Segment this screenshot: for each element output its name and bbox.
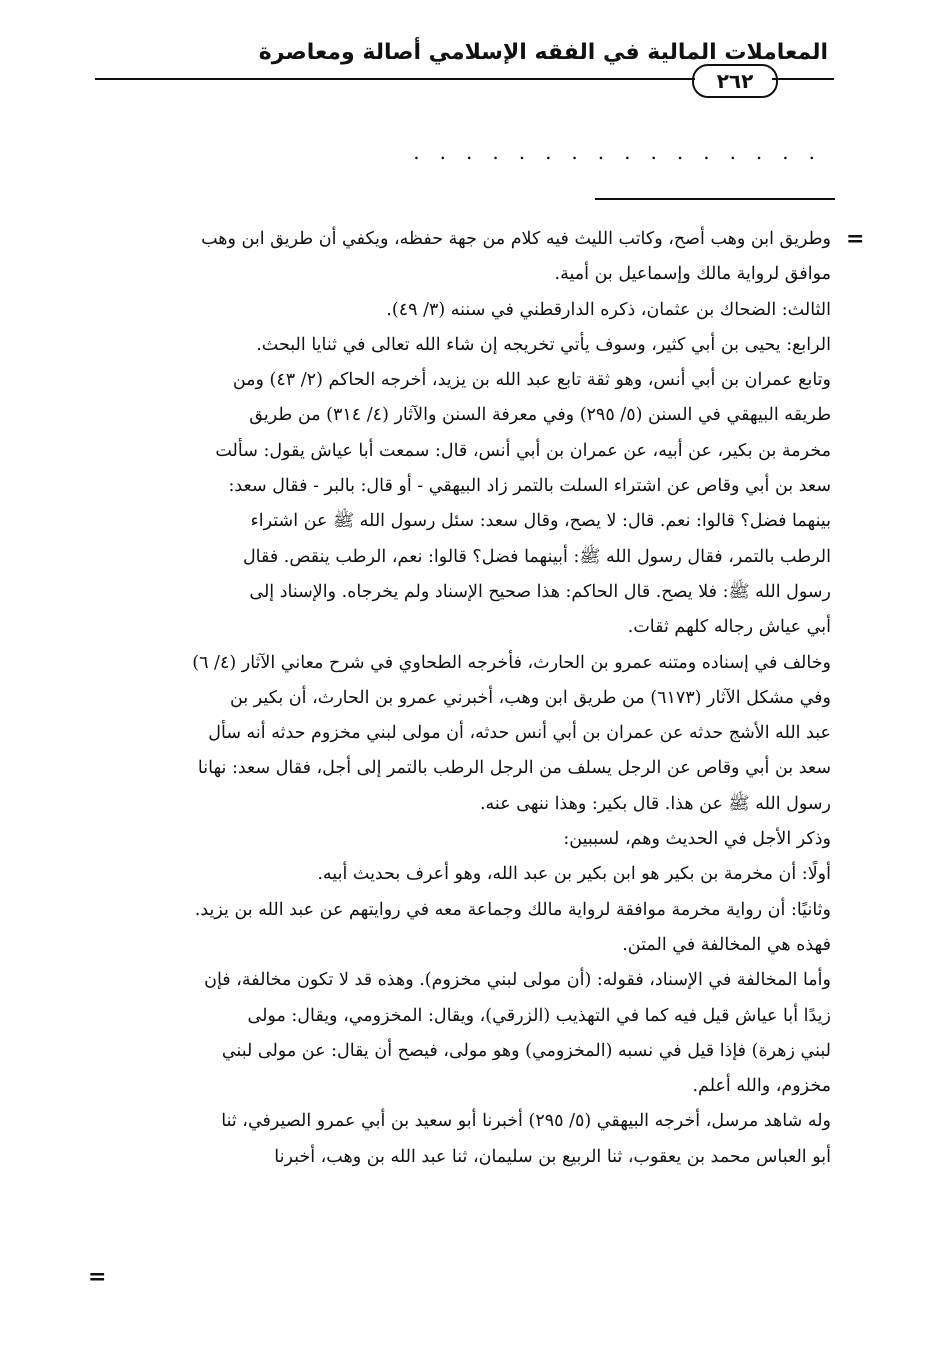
text-line: سعد بن أبي وقاص عن الرجل يسلف من الرجل الرطب بالتمر إلى أجل، فقال سعد: نهانا [197, 758, 831, 779]
text-line: وله شاهد مرسل، أخرجه البيهقي (٥/ ٢٩٥) أخبرنا أبو سعيد بن أبي عمرو الصيرفي، ثنا [221, 1111, 831, 1132]
text-line: وتابع عمران بن أبي أنس، وهو ثقة تابع عبد الله بن يزيد، أخرجه الحاكم (٢/ ٤٣) ومن [232, 370, 831, 391]
text-line: لبني زهرة) فإذا قيل في نسبه (المخزومي) وهو مولى، فيصح أن يقال: عن مولى لبني [221, 1040, 831, 1061]
header-rule [95, 78, 695, 80]
text-line: مخرمة بن بكير، عن أبيه، عن عمران بن أبي أنس، قال: سمعت أبا عياش يقول: سألت [215, 440, 831, 461]
text-line: بينهما فضل؟ قالوا: نعم. قال: لا يصح، وقال سعد: سئل رسول الله ﷺ عن اشتراء [250, 511, 831, 532]
text-line: الرابع: يحيى بن أبي كثير، وسوف يأتي تخريجه إن شاء الله تعالى في ثنايا البحث. [256, 334, 831, 355]
text-line: عبد الله الأشج حدثه عن عمران بن أبي أنس حدثه، أن مولى لبني مخزوم حدثه أنه سأل [208, 723, 831, 744]
page-number: ٢٦٢ [692, 64, 778, 98]
dotted-separator: ................ [413, 140, 835, 164]
text-line: رسول الله ﷺ: فلا يصح. قال الحاكم: هذا صحيح الإسناد ولم يخرجاه. والإسناد إلى [249, 581, 831, 602]
header-rule-end [772, 78, 834, 80]
continuation-mark-top: = [846, 226, 865, 252]
footnote-body [95, 222, 831, 1175]
text-line: وفي مشكل الآثار (٦١٧٣) من طريق ابن وهب، أخبرني عمرو بن الحارث، أن بكير بن [230, 687, 831, 708]
text-line: فهذه هي المخالفة في المتن. [622, 934, 831, 955]
continuation-mark-bottom: = [88, 1264, 107, 1290]
text-line: أبو العباس محمد بن يعقوب، ثنا الربيع بن سليمان، ثنا عبد الله بن وهب، أخبرنا [274, 1146, 831, 1167]
text-line: وذكر الأجل في الحديث وهم، لسببين: [563, 829, 831, 850]
text-line: أبي عياش رجاله كلهم ثقات. [627, 617, 831, 638]
text-line: مخزوم، والله أعلم. [692, 1076, 831, 1097]
text-line: سعد بن أبي وقاص عن اشتراء السلت بالتمر زاد البيهقي - أو قال: بالبر - فقال سعد: [228, 476, 831, 497]
text-line: أولًا: أن مخرمة بن بكير هو ابن بكير بن عبد الله، وهو أعرف بحديث أبيه. [317, 864, 831, 885]
text-line: زيدًا أبا عياش قيل فيه كما في التهذيب (الزرقي)، ويقال: المخزومي، ويقال: مولى [247, 1005, 831, 1026]
text-line: وخالف في إسناده ومتنه عمرو بن الحارث، فأخرجه الطحاوي في شرح معاني الآثار (٤/ ٦) [192, 652, 831, 673]
text-line: وأما المخالفة في الإسناد، فقوله: (أن مولى لبني مخزوم). وهذه قد لا تكون مخالفة، فإن [204, 970, 831, 991]
text-line: الثالث: الضحاك بن عثمان، ذكره الدارقطني في سننه (٣/ ٤٩). [386, 299, 831, 320]
text-line: وطريق ابن وهب أصح، وكاتب الليث فيه كلام من جهة حفظه، ويكفي أن طريق ابن وهب [201, 229, 831, 249]
text-line: وثانيًا: أن رواية مخرمة موافقة لرواية مالك وجماعة معه في روايتهم عن عبد الله بن يزيد. [194, 899, 831, 920]
running-header-title: المعاملات المالية في الفقه الإسلامي أصالة ومعاصرة [258, 40, 828, 65]
text-line: موافق لرواية مالك وإسماعيل بن أمية. [554, 264, 831, 285]
footnote-rule [595, 198, 835, 200]
text-line: طريقه البيهقي في السنن (٥/ ٢٩٥) وفي معرفة السنن والآثار (٤/ ٣١٤) من طريق [249, 405, 831, 426]
text-line: الرطب بالتمر، فقال رسول الله ﷺ: أبينهما فضل؟ قالوا: نعم، الرطب ينقص. فقال [242, 546, 831, 567]
text-line: رسول الله ﷺ عن هذا. قال بكير: وهذا ننهى عنه. [479, 793, 831, 814]
